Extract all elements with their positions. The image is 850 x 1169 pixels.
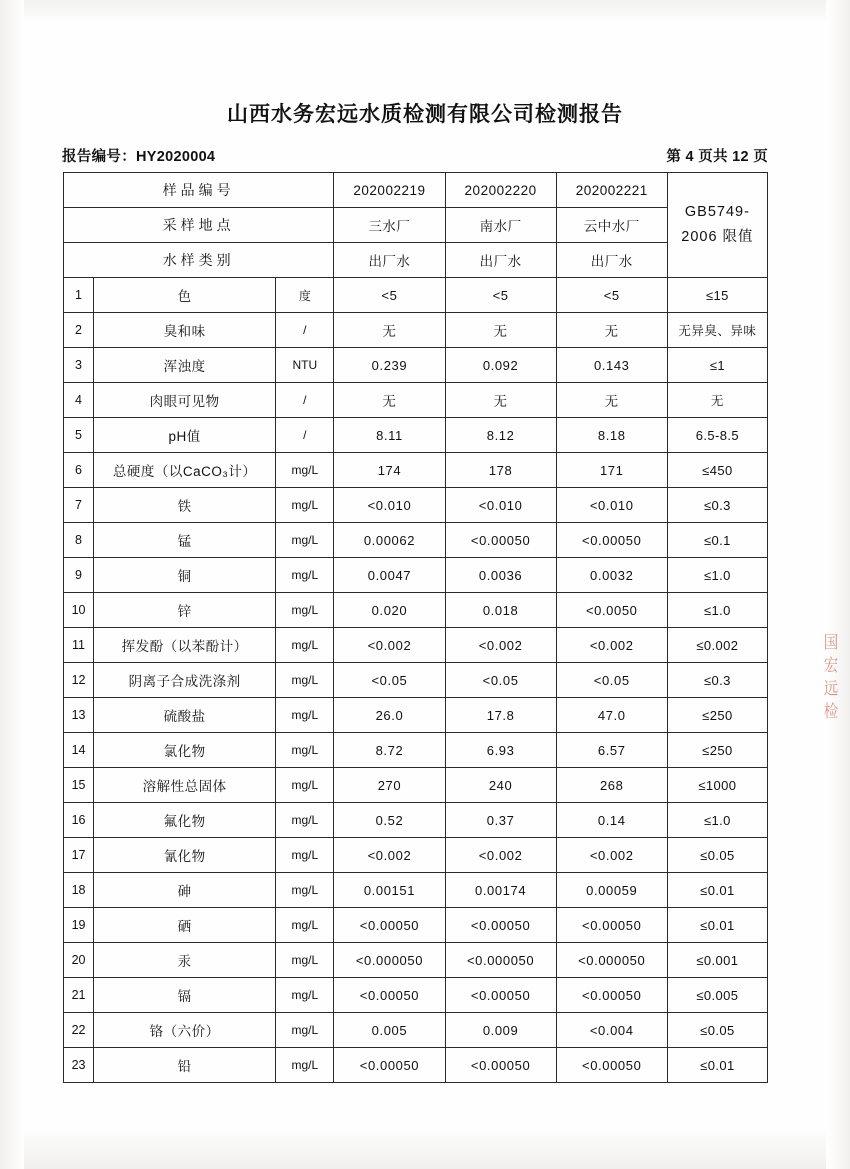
row-standard-limit: ≤1.0 [667, 803, 767, 838]
row-value-sample-2: 无 [445, 383, 556, 418]
row-value-sample-1: <0.00050 [334, 1048, 445, 1083]
row-item-name: 臭和味 [94, 313, 276, 348]
row-value-sample-3: <0.00050 [556, 523, 667, 558]
row-item-name: 浑浊度 [94, 348, 276, 383]
row-value-sample-2: <0.002 [445, 628, 556, 663]
row-value-sample-2: <0.000050 [445, 943, 556, 978]
table-row [64, 558, 768, 593]
row-value-sample-1: 0.005 [334, 1013, 445, 1048]
row-value-sample-3: <5 [556, 278, 667, 313]
row-index: 21 [64, 978, 94, 1013]
row-item-name: 砷 [94, 873, 276, 908]
row-value-sample-1: 26.0 [334, 698, 445, 733]
row-value-sample-2: <0.00050 [445, 1048, 556, 1083]
row-index: 12 [64, 663, 94, 698]
row-unit: mg/L [276, 628, 334, 663]
table-row [64, 523, 768, 558]
row-standard-limit: ≤0.01 [667, 1048, 767, 1083]
row-index: 17 [64, 838, 94, 873]
row-value-sample-1: <0.002 [334, 838, 445, 873]
row-standard-limit: ≤0.3 [667, 663, 767, 698]
row-index: 8 [64, 523, 94, 558]
seal-char-2: 宏 [823, 655, 839, 675]
table-header-water-type [64, 243, 768, 278]
row-index: 1 [64, 278, 94, 313]
row-standard-limit: ≤0.05 [667, 838, 767, 873]
table-row [64, 943, 768, 978]
row-unit: NTU [276, 348, 334, 383]
row-value-sample-3: 0.143 [556, 348, 667, 383]
row-standard-limit: ≤0.002 [667, 628, 767, 663]
row-value-sample-3: 6.57 [556, 733, 667, 768]
row-value-sample-2: 178 [445, 453, 556, 488]
row-value-sample-2: 240 [445, 768, 556, 803]
seal-char-4: 检 [823, 701, 839, 721]
row-value-sample-3: <0.010 [556, 488, 667, 523]
row-value-sample-3: 0.14 [556, 803, 667, 838]
row-item-name: 氯化物 [94, 733, 276, 768]
row-value-sample-1: 0.00151 [334, 873, 445, 908]
scan-edge-top [0, 0, 850, 26]
row-unit: mg/L [276, 803, 334, 838]
row-item-name: 阴离子合成洗涤剂 [94, 663, 276, 698]
table-row [64, 278, 768, 313]
header-label-water-type: 水样类别 [64, 243, 334, 278]
table-row [64, 908, 768, 943]
table-row [64, 418, 768, 453]
row-value-sample-3: 0.00059 [556, 873, 667, 908]
table-row [64, 768, 768, 803]
table-row [64, 803, 768, 838]
row-index: 14 [64, 733, 94, 768]
row-item-name: 锰 [94, 523, 276, 558]
row-standard-limit: 6.5-8.5 [667, 418, 767, 453]
row-unit: mg/L [276, 453, 334, 488]
table-row [64, 628, 768, 663]
sample-type-1: 出厂水 [334, 243, 445, 278]
water-quality-table [63, 172, 768, 1083]
table-header-sampling-site [64, 208, 768, 243]
row-unit: mg/L [276, 663, 334, 698]
row-index: 9 [64, 558, 94, 593]
row-value-sample-1: <0.002 [334, 628, 445, 663]
row-unit: mg/L [276, 593, 334, 628]
row-value-sample-2: <0.010 [445, 488, 556, 523]
row-value-sample-2: 6.93 [445, 733, 556, 768]
row-index: 16 [64, 803, 94, 838]
row-unit: mg/L [276, 698, 334, 733]
row-value-sample-2: 0.37 [445, 803, 556, 838]
sample-no-3: 202002221 [556, 173, 667, 208]
row-value-sample-1: 0.0047 [334, 558, 445, 593]
row-value-sample-2: <0.05 [445, 663, 556, 698]
row-value-sample-1: 8.72 [334, 733, 445, 768]
row-item-name: 铅 [94, 1048, 276, 1083]
table-row [64, 663, 768, 698]
sample-site-3: 云中水厂 [556, 208, 667, 243]
row-index: 2 [64, 313, 94, 348]
header-standard-limit: GB5749- 2006 限值 [667, 173, 767, 278]
row-item-name: 锌 [94, 593, 276, 628]
row-value-sample-1: 174 [334, 453, 445, 488]
table-row [64, 453, 768, 488]
seal-char-1: 国 [823, 633, 839, 652]
row-index: 18 [64, 873, 94, 908]
seal-char-3: 远 [823, 678, 839, 698]
row-value-sample-3: <0.000050 [556, 943, 667, 978]
row-standard-limit: ≤1 [667, 348, 767, 383]
row-item-name: 肉眼可见物 [94, 383, 276, 418]
header-label-sampling-site: 采样地点 [64, 208, 334, 243]
table-row [64, 838, 768, 873]
row-index: 6 [64, 453, 94, 488]
sample-site-2: 南水厂 [445, 208, 556, 243]
sample-type-3: 出厂水 [556, 243, 667, 278]
row-unit: mg/L [276, 768, 334, 803]
row-item-name: 硫酸盐 [94, 698, 276, 733]
row-standard-limit: ≤1.0 [667, 558, 767, 593]
row-item-name: 溶解性总固体 [94, 768, 276, 803]
row-index: 23 [64, 1048, 94, 1083]
row-value-sample-1: 无 [334, 383, 445, 418]
table-row [64, 698, 768, 733]
row-standard-limit: 无异臭、异味 [667, 313, 767, 348]
row-item-name: 汞 [94, 943, 276, 978]
row-value-sample-3: 268 [556, 768, 667, 803]
row-standard-limit: ≤0.001 [667, 943, 767, 978]
row-value-sample-3: <0.004 [556, 1013, 667, 1048]
row-value-sample-2: 0.0036 [445, 558, 556, 593]
row-value-sample-2: 0.018 [445, 593, 556, 628]
row-item-name: 氟化物 [94, 803, 276, 838]
sample-no-2: 202002220 [445, 173, 556, 208]
table-row [64, 733, 768, 768]
row-item-name: 色 [94, 278, 276, 313]
row-index: 15 [64, 768, 94, 803]
row-value-sample-3: 8.18 [556, 418, 667, 453]
row-index: 19 [64, 908, 94, 943]
company-seal-artifact [818, 632, 844, 754]
row-value-sample-1: <0.00050 [334, 978, 445, 1013]
row-item-name: pH值 [94, 418, 276, 453]
row-unit: mg/L [276, 558, 334, 593]
row-value-sample-1: 270 [334, 768, 445, 803]
row-value-sample-3: <0.0050 [556, 593, 667, 628]
row-value-sample-3: 0.0032 [556, 558, 667, 593]
sample-no-1: 202002219 [334, 173, 445, 208]
row-value-sample-1: <0.05 [334, 663, 445, 698]
sample-site-1: 三水厂 [334, 208, 445, 243]
row-standard-limit: ≤450 [667, 453, 767, 488]
page-number: 第 4 页共 12 页 [666, 149, 768, 165]
row-unit: mg/L [276, 838, 334, 873]
row-unit: mg/L [276, 1013, 334, 1048]
row-standard-limit: ≤0.05 [667, 1013, 767, 1048]
row-value-sample-2: <5 [445, 278, 556, 313]
report-number: 报告编号：HY2020004 [62, 149, 216, 165]
row-value-sample-1: <0.010 [334, 488, 445, 523]
table-header-sample-no [64, 173, 768, 208]
row-index: 4 [64, 383, 94, 418]
row-value-sample-1: 0.52 [334, 803, 445, 838]
row-unit: mg/L [276, 943, 334, 978]
row-value-sample-2: 17.8 [445, 698, 556, 733]
row-value-sample-2: 8.12 [445, 418, 556, 453]
table-row [64, 313, 768, 348]
row-value-sample-3: 47.0 [556, 698, 667, 733]
row-unit: mg/L [276, 523, 334, 558]
row-standard-limit: ≤0.1 [667, 523, 767, 558]
row-index: 5 [64, 418, 94, 453]
row-value-sample-1: 0.239 [334, 348, 445, 383]
row-item-name: 挥发酚（以苯酚计） [94, 628, 276, 663]
scan-edge-bottom [0, 1125, 850, 1169]
row-index: 7 [64, 488, 94, 523]
row-value-sample-1: <5 [334, 278, 445, 313]
row-value-sample-2: 无 [445, 313, 556, 348]
row-standard-limit: ≤0.01 [667, 873, 767, 908]
row-unit: 度 [276, 278, 334, 313]
row-value-sample-1: 0.020 [334, 593, 445, 628]
row-value-sample-3: 无 [556, 383, 667, 418]
row-index: 10 [64, 593, 94, 628]
row-standard-limit: ≤250 [667, 733, 767, 768]
row-standard-limit: ≤15 [667, 278, 767, 313]
row-standard-limit: ≤0.005 [667, 978, 767, 1013]
row-item-name: 铬（六价） [94, 1013, 276, 1048]
row-value-sample-1: <0.00050 [334, 908, 445, 943]
table-row [64, 1048, 768, 1083]
table-row [64, 383, 768, 418]
row-standard-limit: ≤1.0 [667, 593, 767, 628]
sample-type-2: 出厂水 [445, 243, 556, 278]
row-unit: / [276, 383, 334, 418]
row-index: 13 [64, 698, 94, 733]
row-unit: / [276, 418, 334, 453]
row-unit: mg/L [276, 1048, 334, 1083]
row-value-sample-3: <0.00050 [556, 908, 667, 943]
row-unit: mg/L [276, 488, 334, 523]
table-row [64, 488, 768, 523]
row-unit: mg/L [276, 873, 334, 908]
row-value-sample-2: <0.00050 [445, 908, 556, 943]
table-row [64, 873, 768, 908]
row-value-sample-2: 0.092 [445, 348, 556, 383]
scan-edge-right [826, 0, 850, 1169]
scan-edge-left [0, 0, 24, 1169]
page-title: 山西水务宏远水质检测有限公司检测报告 [227, 103, 623, 126]
row-index: 22 [64, 1013, 94, 1048]
table-row [64, 978, 768, 1013]
row-index: 20 [64, 943, 94, 978]
row-value-sample-3: 无 [556, 313, 667, 348]
table-row [64, 348, 768, 383]
row-value-sample-2: 0.009 [445, 1013, 556, 1048]
row-item-name: 铁 [94, 488, 276, 523]
row-standard-limit: ≤0.01 [667, 908, 767, 943]
row-unit: mg/L [276, 978, 334, 1013]
row-index: 11 [64, 628, 94, 663]
row-value-sample-3: <0.00050 [556, 1048, 667, 1083]
row-unit: / [276, 313, 334, 348]
row-value-sample-3: <0.00050 [556, 978, 667, 1013]
row-value-sample-3: <0.002 [556, 628, 667, 663]
row-unit: mg/L [276, 733, 334, 768]
row-value-sample-2: <0.002 [445, 838, 556, 873]
row-value-sample-3: 171 [556, 453, 667, 488]
row-item-name: 铜 [94, 558, 276, 593]
row-standard-limit: ≤1000 [667, 768, 767, 803]
row-value-sample-3: <0.05 [556, 663, 667, 698]
row-item-name: 镉 [94, 978, 276, 1013]
row-value-sample-1: 8.11 [334, 418, 445, 453]
table-row [64, 1013, 768, 1048]
document-meta [62, 145, 768, 166]
row-value-sample-3: <0.002 [556, 838, 667, 873]
row-standard-limit: ≤0.3 [667, 488, 767, 523]
row-value-sample-1: 无 [334, 313, 445, 348]
table-row [64, 593, 768, 628]
row-value-sample-1: 0.00062 [334, 523, 445, 558]
row-index: 3 [64, 348, 94, 383]
header-label-sample-no: 样品编号 [64, 173, 334, 208]
row-standard-limit: ≤250 [667, 698, 767, 733]
row-value-sample-1: <0.000050 [334, 943, 445, 978]
row-value-sample-2: <0.00050 [445, 978, 556, 1013]
row-value-sample-2: <0.00050 [445, 523, 556, 558]
row-item-name: 硒 [94, 908, 276, 943]
row-value-sample-2: 0.00174 [445, 873, 556, 908]
row-unit: mg/L [276, 908, 334, 943]
row-item-name: 氰化物 [94, 838, 276, 873]
row-standard-limit: 无 [667, 383, 767, 418]
row-item-name: 总硬度（以CaCO₃计） [94, 453, 276, 488]
